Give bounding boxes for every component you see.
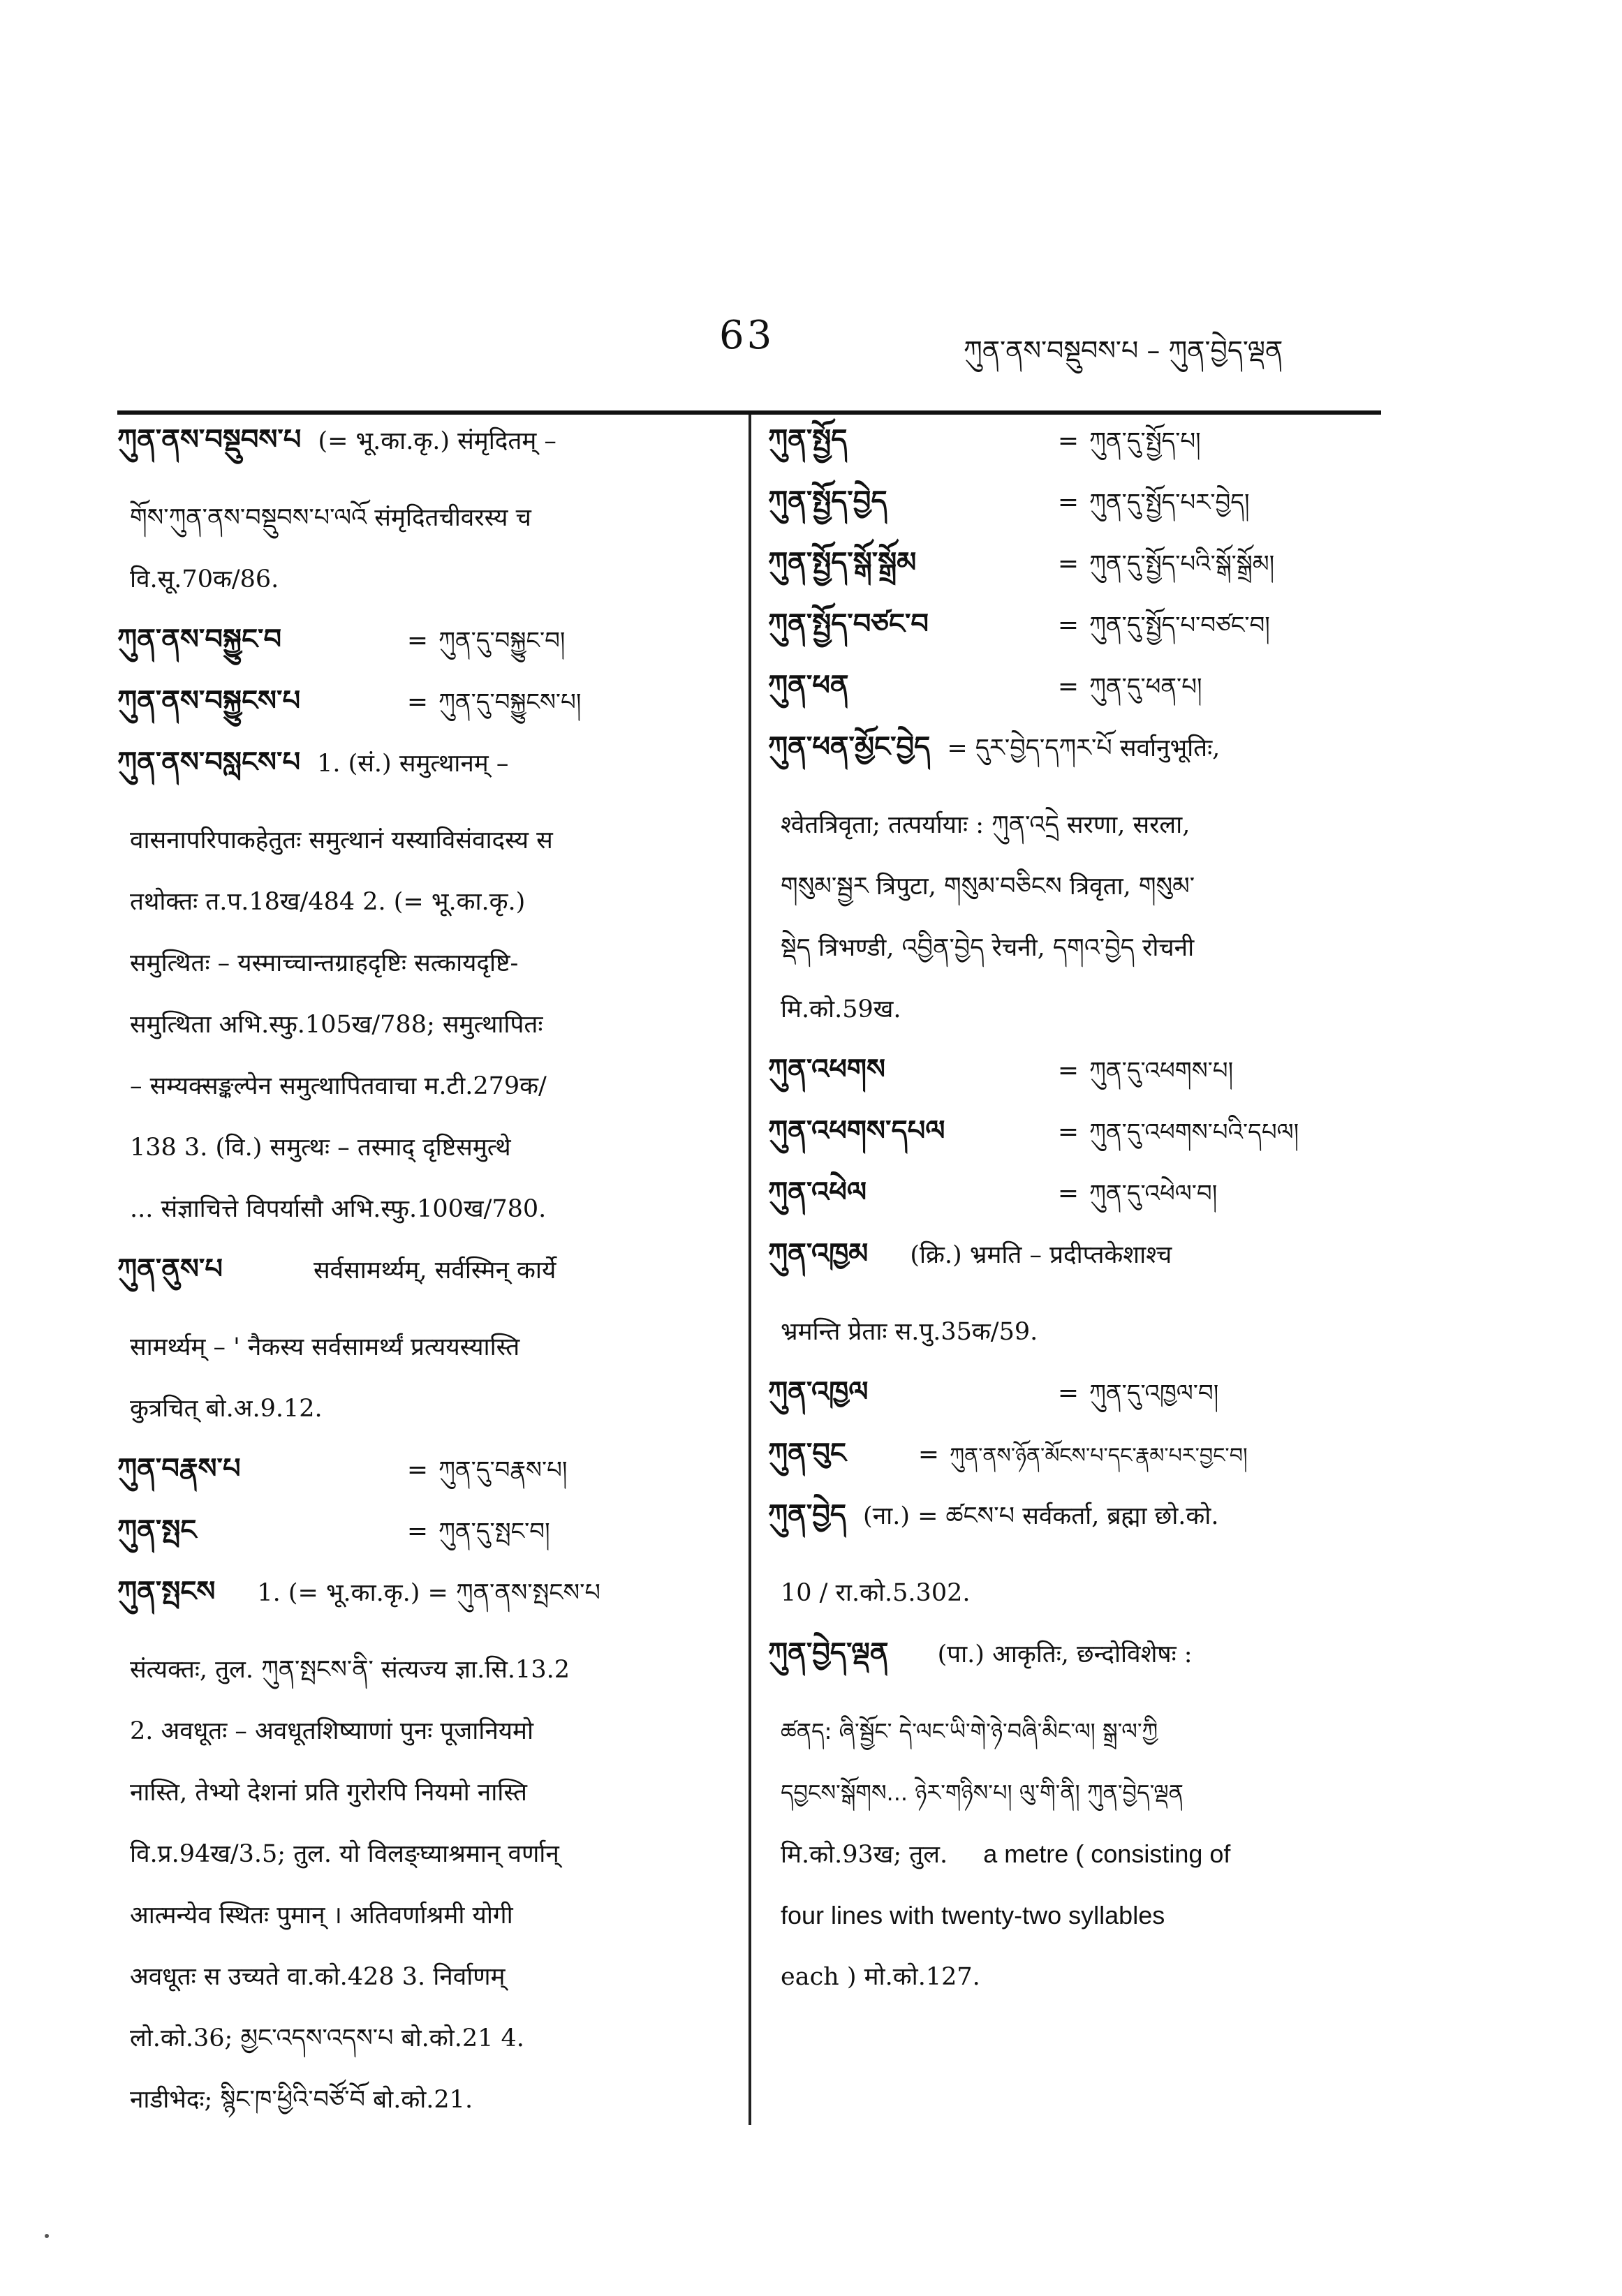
headword: ཀུན་འཁྱམ <box>768 1238 869 1270</box>
definition-line: तथोक्तः त.प.18ख/484 2. (= भू.का.कृ.) <box>130 888 526 916</box>
english-gloss-line: four lines with twenty-two syllables <box>781 1901 1165 1930</box>
definition-line: वि.सू.70क/86. <box>130 565 279 593</box>
definition-text: 1. (= भू.का.कृ.) = ཀུན་ནས་སྤངས་པ <box>257 1579 600 1607</box>
dictionary-entry <box>768 1501 1389 1624</box>
equals-sign: = <box>1057 672 1079 701</box>
entry-first-line <box>117 1255 732 1317</box>
headword: ཀུན་འཁྱལ <box>768 1376 869 1408</box>
definition-text: = དུར་བྱེད་དཀར་པོ सर्वानुभूतिः, <box>947 734 1221 762</box>
definition-text: सर्वसामर्थ्यम्, सर्वस्मिन् कार्ये <box>313 1257 556 1284</box>
definition-line: श्वेतत्रिवृता; तत्पर्यायाः : ཀུན་འདྲེ सरणा, सरला, <box>781 811 1190 839</box>
headword: ཀུན་སྤྱོད་བྱེད <box>768 485 887 517</box>
cross-reference-entry <box>768 487 1389 549</box>
definition-line: मि.को.59ख. <box>781 995 901 1023</box>
equals-sign: = <box>1057 1056 1079 1085</box>
definition-line: भ्रमन्ति प्रेताः स.पु.35क/59. <box>781 1318 1038 1346</box>
headword: ཀུན་འཕགས <box>768 1053 886 1086</box>
definition-line: कुत्रचित् बो.अ.9.12. <box>130 1395 323 1423</box>
headword: ཀུན་ནས་བསྐྱུང་བ <box>117 623 282 656</box>
equals-sign: = <box>406 1456 429 1484</box>
equals-sign: = <box>1057 1379 1079 1407</box>
english-gloss: a metre ( consisting of <box>983 1839 1231 1868</box>
equals-sign: = <box>1057 488 1079 517</box>
cross-reference-entry <box>768 669 1389 733</box>
definition-line: नास्ति, तेभ्यो देशनां प्रति गुरोरपि नियमो नास्ति <box>130 1779 527 1807</box>
definition-line: 138 3. (वि.) समुत्थः – तस्माद् दृष्टिसमुत्थे <box>130 1134 511 1162</box>
headword: ཀུན་སྤངས <box>117 1576 216 1608</box>
cross-reference-entry <box>768 426 1389 487</box>
dictionary-entry <box>117 1578 732 2131</box>
citation: मि.को.93ख; तुल. <box>781 1841 948 1869</box>
definition-line: ཚནད: ཞི་སྦྱོང་ དེ་ལང་ཡི་གེ་ཉེ་བཞི་མིང་ལ། སྒྲ་ལ་ཀྱི <box>781 1718 1158 1745</box>
definition-line <box>768 1823 1389 1885</box>
definition-line: 2. अवधूतः – अवधूतशिष्याणां पुनः पूजानियमो <box>130 1717 534 1745</box>
cross-reference: ཀུན་དུ་འཕགས་པའི་དཔལ། <box>1089 1118 1299 1146</box>
cross-reference-entry <box>768 1117 1389 1178</box>
headword: ཀུན་འཕེལ <box>768 1176 867 1208</box>
dictionary-entry <box>117 748 732 1240</box>
cross-reference: ཀུན་དུ་བསྐྱུང་བ། <box>438 627 566 655</box>
dictionary-entry <box>117 426 732 610</box>
headword: ཀུན་སྤྱོད <box>768 424 848 456</box>
cross-reference: ཀུན་དུ་བརྣས་པ། <box>438 1456 568 1484</box>
cross-reference: ཀུན་དུ་འཕེལ་བ། <box>1089 1180 1218 1208</box>
definition-line: सामर्थ्यम् – ' नैकस्य सर्वसामर्थ्यं प्रत्ययस्यास्ति <box>130 1333 520 1361</box>
equals-sign: = <box>1057 427 1079 455</box>
cross-reference-entry <box>117 1516 732 1578</box>
definition-line: लो.को.36; མྱང་འདས་འདས་པ बो.को.21 4. <box>130 2024 524 2052</box>
headword: ཀུན་ཕན་མྱོང་བྱེད <box>768 731 931 763</box>
definition-line: – सम्यक्सङ्कल्पेन समुत्थापितवाचा म.टी.279क/ <box>130 1072 547 1100</box>
headword: ཀུན་ནས་བསྡུབས་པ <box>117 424 302 456</box>
headword: ཀུན་སྤང <box>117 1514 197 1546</box>
definition-line: अवधूतः स उच्यते वा.को.428 3. निर्वाणम् <box>130 1963 506 1991</box>
headword: ཀུན་སྤྱོད་བཙང་བ <box>768 608 929 640</box>
definition-line: समुत्थिता अभि.स्फु.105ख/788; समुत्थापितः <box>130 1011 543 1039</box>
headword: ཀུན་ནས་བསྐྱུངས་པ <box>117 685 301 717</box>
cross-reference: ཀུན་དུ་སྤང་བ། <box>438 1518 550 1546</box>
entry-first-line <box>768 733 1389 794</box>
equals-sign: = <box>1057 1179 1079 1208</box>
equals-sign: = <box>406 688 429 716</box>
entry-first-line <box>117 1578 732 1639</box>
cross-reference: ཀུན་དུ་བསྐྱུངས་པ། <box>438 688 582 716</box>
definition-line: नाडीभेदः; སྙིང་ཁ་ཕྱིའི་བཙོ་བོ बो.को.21. <box>130 2086 473 2114</box>
cross-reference: ཀུན་ནས་ཉོན་མོངས་པ་དང་རྣམ་པར་བྱང་བ། <box>950 1444 1248 1468</box>
headword: ཀུན་བརྣས་པ <box>117 1453 241 1485</box>
definition-line: वासनापरिपाकहेतुतः समुत्थानं यस्याविसंवादस्य स <box>130 827 553 854</box>
equals-sign: = <box>917 1440 940 1469</box>
definition-line: སྡེད त्रिभण्डी, འབྱིན་བྱེད रेचनी, དགའ་བྱེད रोचनी <box>781 934 1195 962</box>
definition-line: གོས་ཀུན་ནས་བསྡུབས་པ་ལའོ संमृदितचीवरस्य च <box>130 504 531 532</box>
cross-reference: ཀུན་དུ་སྤྱོད་པར་བྱེད། <box>1089 489 1250 517</box>
cross-reference: ཀུན་དུ་སྤྱོད་པ་བཙང་བ། <box>1089 612 1270 639</box>
cross-reference-entry <box>117 625 732 687</box>
cross-reference-entry <box>768 1378 1389 1439</box>
equals-sign: = <box>1057 549 1079 578</box>
definition-line: समुत्थितः – यस्माच्चान्तग्राहदृष्टिः सत्कायदृष्टि- <box>130 949 519 977</box>
cross-reference-entry <box>117 1455 732 1516</box>
cross-reference-entry <box>768 610 1389 672</box>
definition-line: ... संज्ञाचित्ते विपर्यासौ अभि.स्फु.100ख/780. <box>130 1195 547 1223</box>
definition-line: གསུམ་སྦྱར त्रिपुटा, གསུམ་བཅིངས त्रिवृता, གསུམ་ <box>781 873 1195 901</box>
entry-first-line <box>117 748 732 810</box>
cross-reference-entry <box>117 687 732 748</box>
equals-sign: = <box>406 1517 429 1546</box>
headword: ཀུན་འཕགས་དཔལ <box>768 1115 945 1147</box>
entry-first-line <box>768 1501 1389 1562</box>
entry-first-line <box>117 426 732 487</box>
cross-reference-entry <box>768 1178 1389 1240</box>
equals-sign: = <box>1057 611 1079 639</box>
dictionary-entry <box>768 1639 1389 2008</box>
dictionary-entry <box>768 733 1389 1040</box>
entry-first-line <box>768 1639 1389 1701</box>
right-column <box>768 426 1389 2023</box>
headword: ཀུན་ཕན <box>768 669 849 702</box>
definition-line: each ) मो.को.127. <box>781 1963 980 1991</box>
column-rule <box>749 415 751 2125</box>
equals-sign: = <box>406 626 429 655</box>
definition-text: (ना.) = ཚངས་པ सर्वकर्ता, ब्रह्मा छो.को. <box>863 1502 1219 1530</box>
definition-line: वि.प्र.94ख/3.5; तुल. यो विलङ्घ्याश्रमान् वर्णान् <box>130 1840 559 1868</box>
headword: ཀུན་བྱེད <box>768 1499 847 1531</box>
cross-reference: ཀུན་དུ་སྤྱོད་པའི་སྒོ་སྒྲོམ། <box>1089 550 1275 578</box>
definition-line: संत्यक्तः, तुल. ཀུན་སྤངས་ནི་ संत्यज्य ज्ञा.सि.13.2 <box>130 1656 570 1684</box>
cross-reference-entry <box>768 1053 1389 1117</box>
headword: ཀུན་ནས་བསླངས་པ <box>117 746 301 778</box>
definition-line: आत्मन्येव स्थितः पुमान् । अतिवर्णाश्रमी योगी <box>130 1902 513 1930</box>
headword: ཀུན་བྱེད་ལྡན <box>768 1637 889 1669</box>
headword: ཀུན་ནུས་པ <box>117 1253 223 1285</box>
definition-text: (= भू.का.कृ.) संमृदितम् – <box>318 427 556 455</box>
left-column <box>117 426 732 2146</box>
definition-text: 1. (सं.) समुत्थानम् – <box>317 750 509 778</box>
cross-reference: ཀུན་དུ་འཁྱལ་བ། <box>1089 1379 1219 1407</box>
cross-reference-entry <box>768 549 1389 610</box>
entry-first-line <box>768 1240 1389 1301</box>
definition-text: (पा.) आकृतिः, छन्दोविशेषः : <box>937 1640 1193 1668</box>
page-number: 63 <box>719 313 775 358</box>
dictionary-entry <box>768 1240 1389 1363</box>
definition-line: དབྱངས་སྒོགས... ཉེར་གཉིས་པ། ལུ་གི་ནི། ཀུན་བྱེད་ལྡན <box>781 1779 1184 1806</box>
cross-reference: ཀུན་དུ་སྤྱོད་པ། <box>1089 427 1201 455</box>
cross-reference: ཀུན་དུ་ཕན་པ། <box>1089 673 1202 701</box>
running-head: ཀུན་ནས་བསྡུབས་པ – ཀུན་བྱེད་ལྡན <box>964 335 1283 366</box>
equals-sign: = <box>1057 1118 1079 1146</box>
definition-text: (क्रि.) भ्रमति – प्रदीप्तकेशाश्च <box>910 1241 1172 1269</box>
headword: ཀུན་སྤྱོད་སྒོ་སྒྲོམ <box>768 547 917 579</box>
cross-reference-entry <box>768 1439 1389 1501</box>
cross-reference: ཀུན་དུ་འཕགས་པ། <box>1089 1057 1234 1085</box>
scan-speck <box>45 2234 49 2238</box>
definition-line: 10 / रा.को.5.302. <box>781 1579 971 1607</box>
headword: ཀུན་བུང <box>768 1437 846 1469</box>
dictionary-entry <box>117 1255 732 1439</box>
